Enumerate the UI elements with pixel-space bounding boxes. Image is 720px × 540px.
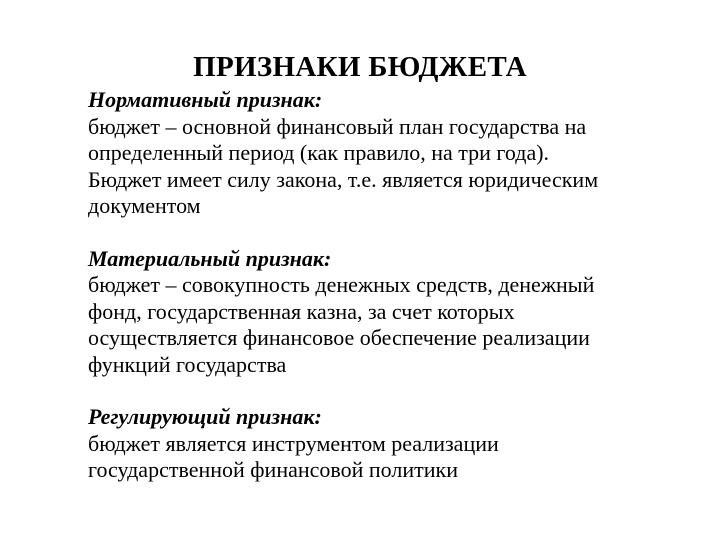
section-text-line: бюджет – основной финансовый план государства на	[88, 113, 587, 139]
page-title: ПРИЗНАКИ БЮДЖЕТА	[193, 51, 527, 83]
section-text-line: бюджет является инструментом реализации	[88, 430, 499, 456]
section-heading: Нормативный признак:	[88, 87, 323, 112]
section-material	[88, 246, 688, 379]
section-normative	[88, 87, 688, 220]
section-text-line: документом	[88, 193, 201, 218]
section-text-line: Бюджет имеет силу закона, т.е. является юридическим	[88, 166, 599, 192]
section-text-line: функций государства	[88, 351, 287, 377]
section-text-line: осуществляется финансовое обеспечение реализации	[88, 325, 590, 350]
section-heading: Материальный признак:	[88, 245, 332, 271]
section-heading: Регулирующий признак:	[88, 404, 322, 429]
section-text-line: государственной финансовой политики	[88, 457, 458, 482]
section-text-line: фонд, государственная казна, за счет которых	[88, 298, 515, 324]
section-regulating	[88, 404, 688, 484]
section-text-line: определенный период (как правило, на три года).	[88, 140, 550, 165]
section-text-line: бюджет – совокупность денежных средств, денежный	[88, 272, 595, 297]
slide-content	[88, 87, 688, 484]
